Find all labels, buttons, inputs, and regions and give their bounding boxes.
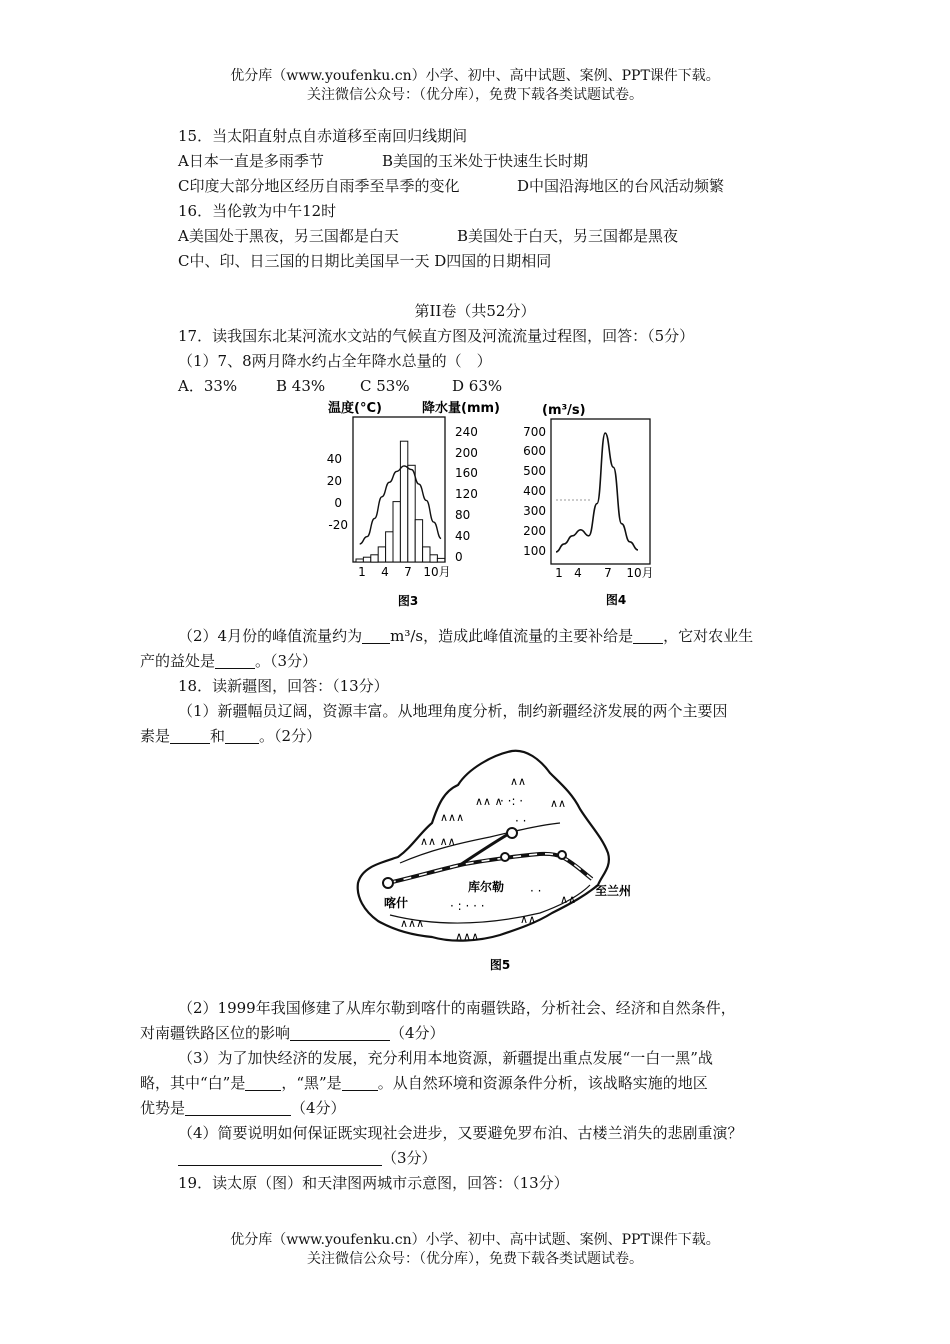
q18-sub1-text: 。（2分） bbox=[259, 727, 322, 745]
q17-option-b: B 43% bbox=[276, 377, 326, 395]
answer-blank[interactable] bbox=[170, 727, 210, 744]
q18-sub2-text: 对南疆铁路区位的影响 bbox=[140, 1024, 291, 1042]
answer-blank[interactable] bbox=[215, 652, 255, 669]
fig4-y-tick: 500 bbox=[523, 464, 546, 478]
fig3-right-tick: 40 bbox=[455, 529, 471, 543]
fig3-right-tick: 200 bbox=[455, 446, 478, 460]
fig5-mountain-symbol: ∧∧ bbox=[560, 893, 577, 906]
q16-option-b: B美国处于白天，另三国都是黑夜 bbox=[457, 227, 679, 245]
answer-blank[interactable] bbox=[342, 1074, 378, 1091]
figure-5-xinjiang-map bbox=[340, 745, 630, 975]
fig5-mountain-symbol: ∧∧∧ bbox=[455, 930, 480, 943]
fig3-left-tick: 40 bbox=[326, 452, 342, 466]
fig3-precip-bar bbox=[371, 555, 378, 562]
answer-blank[interactable] bbox=[225, 727, 259, 744]
fig5-label-kashi: 喀什 bbox=[384, 896, 409, 910]
fig4-x-tick: 1 bbox=[555, 566, 563, 580]
q15-stem: 15．当太阳直射点自赤道移至南回归线期间 bbox=[178, 127, 468, 145]
q18-sub4-score: （3分） bbox=[382, 1149, 437, 1167]
q17-sub2-text-a: （2）4月份的峰值流量约为 bbox=[178, 627, 363, 645]
answer-blank[interactable] bbox=[185, 1099, 291, 1116]
fig4-y-tick: 700 bbox=[523, 425, 546, 439]
fig3-x-tick: 7 bbox=[404, 565, 412, 579]
page-header-line2: 关注微信公众号：（优分库），免费下载各类试题试卷。 bbox=[307, 87, 643, 103]
figure-4-discharge-chart bbox=[512, 395, 662, 615]
fig3-precip-bar bbox=[356, 559, 363, 562]
section-title: 第II卷（共52分） bbox=[414, 302, 536, 320]
fig3-x-tick: 4 bbox=[381, 565, 389, 579]
q18-stem: 18．读新疆图，回答：（13分） bbox=[178, 677, 389, 695]
q18-sub4-line1: （4）简要说明如何保证既实现社会进步，又要避免罗布泊、古楼兰消失的悲剧重演？ bbox=[178, 1124, 743, 1142]
page-footer-line1: 优分库（www.youfenku.cn）小学、初中、高中试题、案例、PPT课件下载。 bbox=[230, 1232, 720, 1248]
fig5-desert-dots: · · bbox=[515, 814, 527, 828]
fig3-left-tick: 0 bbox=[334, 496, 342, 510]
q18-sub2-line1: （2）1999年我国修建了从库尔勒到喀什的南疆铁路，分析社会、经济和自然条件， bbox=[178, 999, 736, 1017]
figure-3-climate-chart bbox=[318, 395, 500, 615]
fig3-left-axis-label: 温度(°C) bbox=[328, 401, 382, 416]
q17-sub2-line2 bbox=[140, 649, 317, 673]
q15-option-b: B美国的玉米处于快速生长时期 bbox=[382, 152, 589, 170]
q17-option-c: C 53% bbox=[360, 377, 410, 395]
answer-blank[interactable] bbox=[362, 627, 390, 644]
fig3-right-axis-label: 降水量(mm) bbox=[422, 401, 500, 416]
fig5-mountain-symbol: ∧∧ bbox=[520, 913, 537, 926]
fig5-caption: 图5 bbox=[489, 958, 511, 972]
fig3-precip-bar bbox=[363, 557, 370, 562]
q18-sub2-score: （4分） bbox=[390, 1024, 445, 1042]
fig4-caption: 图4 bbox=[605, 593, 627, 607]
fig5-city-kuerle bbox=[501, 853, 509, 861]
q18-sub3-text: 优势是 bbox=[140, 1099, 186, 1117]
fig5-mountain-symbol: ∧∧ ∧ bbox=[475, 795, 503, 808]
fig4-discharge-line bbox=[556, 433, 638, 552]
fig5-mountain-symbol: ∧∧ ∧∧ bbox=[420, 835, 456, 848]
fig4-x-tick: 4 bbox=[574, 566, 582, 580]
q18-sub2-line2 bbox=[140, 1021, 445, 1045]
fig4-x-tick: 7 bbox=[604, 566, 612, 580]
fig5-mountain-symbol: ∧∧ bbox=[510, 775, 527, 788]
fig5-desert-dots: · ·: · bbox=[500, 794, 524, 808]
q17-option-d: D 63% bbox=[452, 377, 503, 395]
fig3-precip-bar bbox=[430, 555, 437, 562]
fig3-x-tick: 1 bbox=[358, 565, 366, 579]
q18-sub3-text: 。从自然环境和资源条件分析，该战略实施的地区 bbox=[377, 1074, 708, 1092]
fig5-city-kashi bbox=[383, 878, 393, 888]
fig4-x-tick: 10月 bbox=[626, 566, 654, 580]
q15-option-c: C印度大部分地区经历自雨季至旱季的变化 bbox=[178, 177, 460, 195]
answer-blank[interactable] bbox=[290, 1024, 390, 1041]
fig4-y-tick: 300 bbox=[523, 504, 546, 518]
fig5-city-marker bbox=[507, 828, 517, 838]
q18-sub3-line2 bbox=[140, 1071, 708, 1095]
fig5-mountain-symbol: ∧∧ bbox=[550, 797, 567, 810]
fig3-precip-bar bbox=[393, 502, 400, 562]
q16-stem: 16．当伦敦为中午12时 bbox=[178, 202, 337, 220]
fig4-y-tick: 100 bbox=[523, 544, 546, 558]
q15-option-a: A日本一直是多雨季节 bbox=[178, 152, 324, 170]
fig3-right-tick: 160 bbox=[455, 466, 478, 480]
q17-stem: 17．读我国东北某河流水文站的气候直方图及河流流量过程图，回答：（5分） bbox=[178, 327, 695, 345]
q18-sub3-line1: （3）为了加快经济的发展，充分利用本地资源，新疆提出重点发展“一白一黑”战 bbox=[178, 1049, 713, 1067]
fig3-left-tick: 20 bbox=[326, 474, 342, 488]
fig4-y-tick: 600 bbox=[523, 444, 546, 458]
q17-sub2-line1 bbox=[178, 624, 753, 648]
q18-sub1-line1: （1）新疆幅员辽阔，资源丰富。从地理角度分析，制约新疆经济发展的两个主要因 bbox=[178, 702, 728, 720]
fig3-right-tick: 0 bbox=[455, 550, 463, 564]
q17-sub1: （1）7、8两月降水约占全年降水总量的（ ） bbox=[178, 352, 492, 370]
q18-sub4-line2 bbox=[178, 1146, 437, 1170]
fig3-precip-bar bbox=[400, 441, 407, 562]
fig4-y-axis-label: (m³/s) bbox=[542, 403, 586, 418]
q17-sub2-text-b: ，它对农业生 bbox=[663, 627, 754, 645]
fig5-mountain-symbol: ∧∧∧ bbox=[400, 917, 425, 930]
q18-sub1-text: 素是 bbox=[140, 727, 171, 745]
q16-option-a: A美国处于黑夜，另三国都是白天 bbox=[178, 227, 399, 245]
fig3-right-tick: 120 bbox=[455, 487, 478, 501]
fig3-right-tick: 80 bbox=[455, 508, 471, 522]
fig3-precip-bar bbox=[408, 465, 415, 562]
fig3-precip-bar bbox=[378, 547, 385, 562]
fig5-desert-dots: · : · · · bbox=[450, 899, 485, 913]
answer-blank[interactable] bbox=[633, 627, 663, 644]
q19-stem: 19．读太原（图）和天津图两城市示意图，回答：（13分） bbox=[178, 1174, 569, 1192]
q17-sub2-text-unit: m³/s，造成此峰值流量的主要补给是 bbox=[390, 627, 634, 645]
fig5-desert-dots: · · bbox=[530, 884, 542, 898]
fig5-label-lanzhou: 至兰州 bbox=[595, 884, 632, 898]
fig3-precip-bar bbox=[415, 520, 422, 562]
q18-sub3-line3 bbox=[140, 1096, 346, 1120]
fig3-precip-bar bbox=[437, 558, 444, 562]
answer-blank[interactable] bbox=[245, 1074, 281, 1091]
fig5-city-marker bbox=[558, 851, 566, 859]
q18-sub3-text: 略，其中“白”是 bbox=[140, 1074, 246, 1092]
fig3-x-tick: 10月 bbox=[423, 565, 451, 579]
q17-sub2-text-c: 产的益处是 bbox=[140, 652, 216, 670]
q15-option-d: D中国沿海地区的台风活动频繁 bbox=[517, 177, 725, 195]
fig4-y-tick: 400 bbox=[523, 484, 546, 498]
q16-option-cd: C中、印、日三国的日期比美国早一天 D四国的日期相同 bbox=[178, 252, 552, 270]
answer-blank[interactable] bbox=[178, 1149, 382, 1166]
fig3-precip-bar bbox=[386, 532, 393, 562]
fig3-caption: 图3 bbox=[397, 594, 419, 608]
q18-sub1-text: 和 bbox=[210, 727, 226, 745]
page-header-line1: 优分库（www.youfenku.cn）小学、初中、高中试题、案例、PPT课件下载。 bbox=[230, 68, 720, 84]
q18-sub3-text: ，“黑”是 bbox=[281, 1074, 342, 1092]
fig3-left-tick: -20 bbox=[328, 518, 348, 532]
fig3-precip-bar bbox=[423, 547, 430, 562]
fig3-right-tick: 240 bbox=[455, 425, 478, 439]
page-footer-line2: 关注微信公众号：（优分库），免费下载各类试题试卷。 bbox=[307, 1251, 643, 1267]
q17-sub2-text-d: 。（3分） bbox=[255, 652, 318, 670]
fig4-y-tick: 200 bbox=[523, 524, 546, 538]
q18-sub3-score: （4分） bbox=[291, 1099, 346, 1117]
fig5-mountain-symbol: ∧∧∧ bbox=[440, 811, 465, 824]
q18-sub1-line2 bbox=[140, 724, 321, 748]
fig5-label-kuerle: 库尔勒 bbox=[468, 880, 505, 894]
q17-option-a: A．33% bbox=[178, 377, 238, 395]
